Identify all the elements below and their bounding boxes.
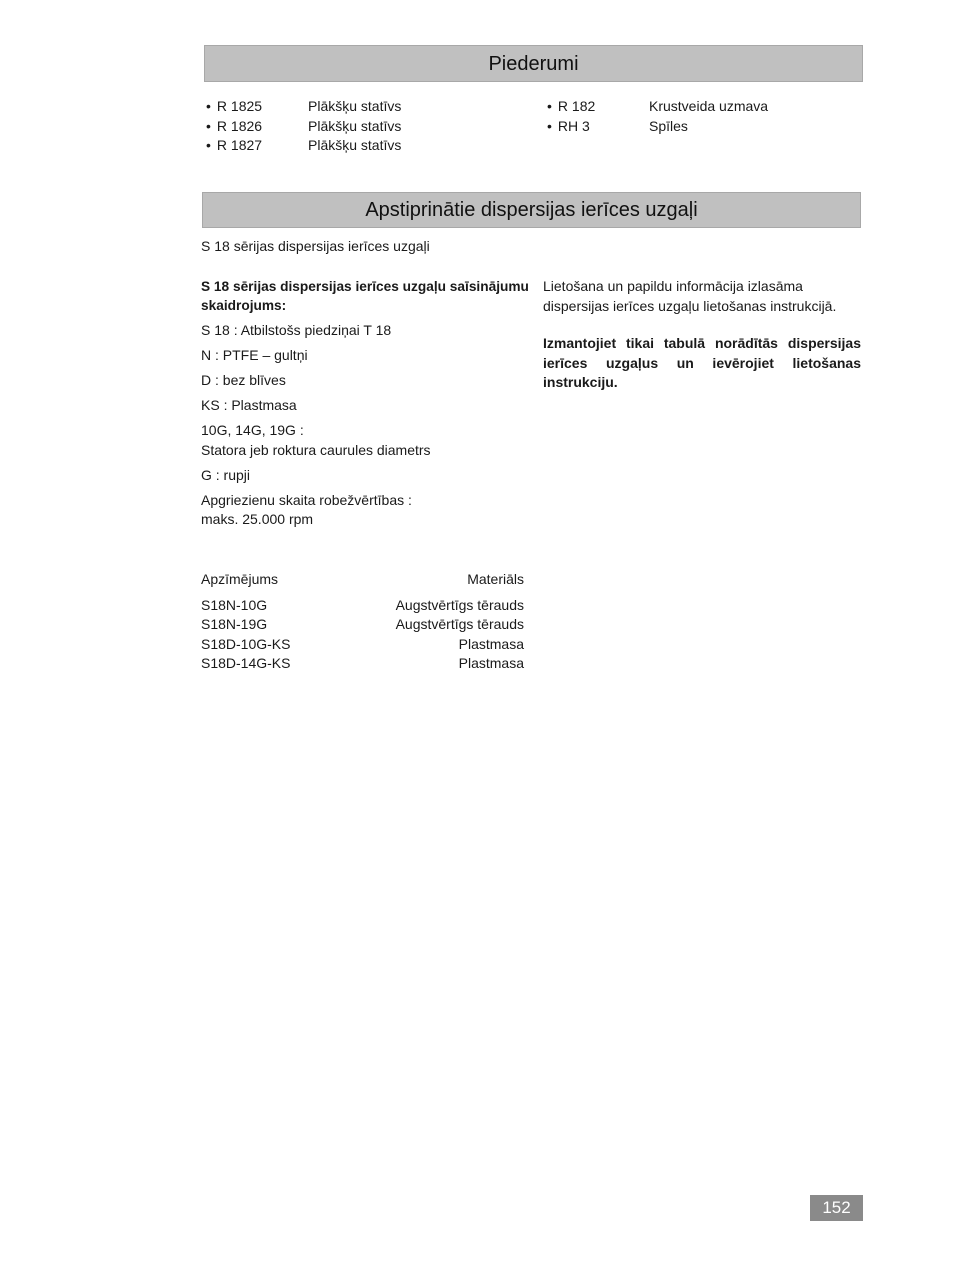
page-number: 152 xyxy=(810,1195,863,1221)
item-name: Plākšķu statīvs xyxy=(308,137,402,153)
abbreviations-column xyxy=(201,277,536,535)
item-code: • R 1826 xyxy=(206,117,308,137)
accessories-list-left xyxy=(206,97,401,156)
item-name: Krustveida uzmava xyxy=(649,98,769,114)
definition xyxy=(201,466,536,486)
table-row xyxy=(201,635,524,655)
definition-line: D : bez blīves xyxy=(201,372,286,388)
list-item xyxy=(206,136,401,156)
definition-line: S 18 : Atbilstošs piedziņai T 18 xyxy=(201,322,392,338)
definition xyxy=(201,421,536,460)
item-name: Plākšķu statīvs xyxy=(308,98,402,114)
item-name: Spīles xyxy=(649,117,688,134)
table-row xyxy=(201,596,524,616)
accessories-heading: Piederumi xyxy=(204,45,863,82)
material-cell: Plastmasa xyxy=(458,635,524,652)
list-item xyxy=(206,117,401,137)
usage-note: Izmantojiet tikai tabulā norādītās dispersijas ierīces uzgaļus un ievērojiet lietošanas instrukciju. xyxy=(543,335,861,390)
material-cell: Augstvērtīgs tērauds xyxy=(395,616,524,632)
definition xyxy=(201,491,536,530)
item-code: • R 1825 xyxy=(206,97,308,117)
designation-cell: S18D-10G-KS xyxy=(201,635,291,652)
definition xyxy=(201,346,536,366)
list-item xyxy=(547,117,768,137)
usage-text: Lietošana un papildu informācija izlasāma dispersijas ierīces uzgaļu lietošanas instrukcijā. xyxy=(543,278,837,314)
designation-cell: S18N-19G xyxy=(201,616,268,632)
column-header: Materiāls xyxy=(467,571,524,587)
material-cell: Augstvērtīgs tērauds xyxy=(395,596,524,613)
table-row xyxy=(201,615,524,635)
list-item xyxy=(547,97,768,117)
table-header xyxy=(201,570,524,590)
tools-table xyxy=(201,570,524,674)
definition-line: N : PTFE – gultņi xyxy=(201,347,308,363)
designation-cell: S18D-14G-KS xyxy=(201,655,291,671)
item-code: • R 1827 xyxy=(206,136,308,156)
abbreviations-heading: S 18 sērijas dispersijas ierīces uzgaļu saīsinājumu skaidrojums: xyxy=(201,279,529,313)
definition xyxy=(201,321,536,341)
material-cell: Plastmasa xyxy=(458,655,524,671)
series-subheading: S 18 sērijas dispersijas ierīces uzgaļi xyxy=(201,238,430,254)
definition-line: 10G, 14G, 19G : xyxy=(201,422,304,438)
definition-line: G : rupji xyxy=(201,466,251,483)
definition-line: maks. 25.000 rpm xyxy=(201,511,314,527)
list-item xyxy=(206,97,401,117)
definition xyxy=(201,396,536,416)
tools-heading: Apstiprinātie dispersijas ierīces uzgaļi xyxy=(202,192,861,228)
column-header: Apzīmējums xyxy=(201,571,279,587)
table-row xyxy=(201,654,524,674)
item-code: • RH 3 xyxy=(547,117,649,137)
definition xyxy=(201,371,536,391)
item-code: • R 182 xyxy=(547,97,649,117)
item-name: Plākšķu statīvs xyxy=(308,117,402,134)
designation-cell: S18N-10G xyxy=(201,596,268,613)
accessories-list-right xyxy=(547,97,768,136)
definition-line: Statora jeb roktura caurules diametrs xyxy=(201,441,431,458)
definition-line: Apgriezienu skaita robežvērtības : xyxy=(201,491,412,508)
usage-column xyxy=(543,277,861,393)
definition-line: KS : Plastmasa xyxy=(201,397,297,413)
